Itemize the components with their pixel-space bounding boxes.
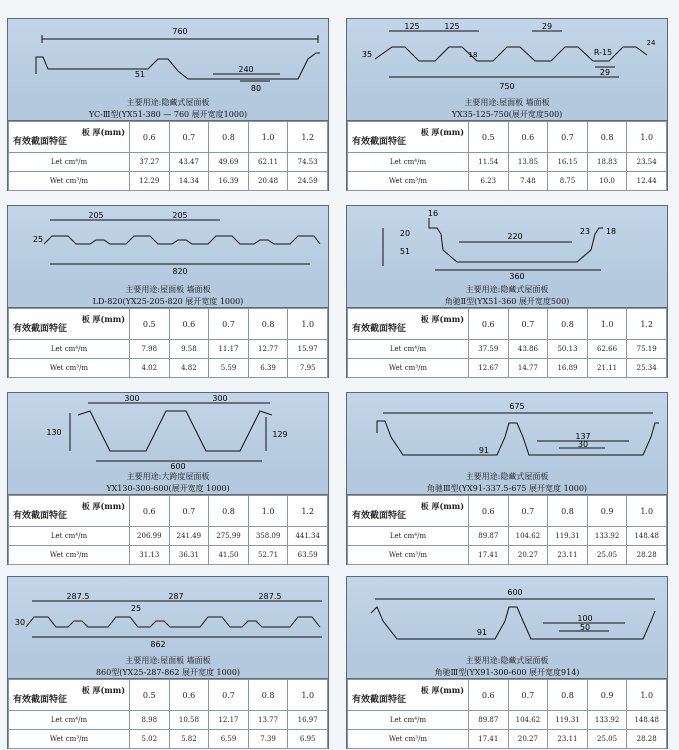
- let-cell: 441.34: [288, 527, 328, 546]
- profile-diagram: [347, 19, 667, 97]
- wet-cell: 24.59: [288, 172, 328, 191]
- dim-3: 35: [361, 50, 373, 59]
- model-name: 角驰Ⅲ型(YX91-300-600 展开宽度914): [347, 667, 667, 679]
- panel-yx35: [346, 18, 668, 191]
- profile-diagram: [347, 577, 667, 655]
- let-cell: 133.92: [587, 527, 627, 546]
- row-label-wet: Wet cm³/m: [9, 172, 130, 191]
- dim-1: 125: [444, 22, 460, 31]
- let-cell: 75.19: [627, 340, 667, 359]
- thickness-cell: 0.7: [169, 496, 209, 527]
- wet-cell: 6.59: [209, 730, 249, 749]
- spec-table: [347, 495, 667, 565]
- row-label-let: Let cm⁴/m: [348, 153, 469, 172]
- thickness-cell: 0.8: [548, 309, 588, 340]
- wet-cell: 14.34: [169, 172, 209, 191]
- spec-table: [8, 679, 328, 749]
- thickness-cell: 0.6: [469, 680, 509, 711]
- let-cell: 133.92: [587, 711, 627, 730]
- wet-cell: 25.05: [587, 546, 627, 565]
- header-corner: 板 厚(mm) 有效截面特征: [9, 309, 130, 340]
- wet-cell: 63.59: [288, 546, 328, 565]
- thickness-cell: 0.6: [469, 496, 509, 527]
- row-label-let: Let cm⁴/m: [9, 153, 130, 172]
- wet-cell: 5.82: [169, 730, 209, 749]
- thickness-cell: 0.6: [169, 309, 209, 340]
- thickness-cell: 0.9: [587, 496, 627, 527]
- dim-3: 220: [507, 232, 523, 241]
- wet-cell: 23.11: [548, 730, 588, 749]
- dim-2: 51: [399, 247, 411, 256]
- dim-1: 300: [212, 394, 228, 403]
- let-cell: 50.13: [548, 340, 588, 359]
- dim-0: 125: [404, 22, 420, 31]
- dim-1: 287: [168, 592, 184, 601]
- dim-width: 600: [170, 462, 186, 471]
- thickness-cell: 0.6: [130, 122, 170, 153]
- header-corner: 板 厚(mm) 有效截面特征: [9, 122, 130, 153]
- row-label-wet: Wet cm³/m: [9, 730, 130, 749]
- dim-5: 18: [605, 227, 617, 236]
- wet-cell: 41.50: [209, 546, 249, 565]
- model-name: YX35-125-750(展开宽度500): [347, 109, 667, 121]
- dim-width: 360: [509, 272, 525, 281]
- wet-cell: 28.28: [627, 546, 667, 565]
- let-cell: 119.31: [548, 527, 588, 546]
- dim-4: 23: [579, 227, 591, 236]
- wet-cell: 4.82: [169, 359, 209, 378]
- wet-cell: 7.95: [288, 359, 328, 378]
- let-cell: 62.66: [587, 340, 627, 359]
- header-corner: 板 厚(mm) 有效截面特征: [348, 496, 469, 527]
- thickness-cell: 0.7: [508, 496, 548, 527]
- let-cell: 10.58: [169, 711, 209, 730]
- thickness-cell: 0.5: [130, 309, 170, 340]
- header-corner: 板 厚(mm) 有效截面特征: [9, 680, 130, 711]
- panel-jiaochi2: [346, 205, 668, 378]
- wet-cell: 12.44: [627, 172, 667, 191]
- wet-cell: 6.95: [288, 730, 328, 749]
- let-cell: 12.77: [248, 340, 288, 359]
- dim-3: 91: [476, 628, 487, 637]
- thickness-cell: 0.8: [248, 680, 288, 711]
- row-label-let: Let cm⁴/m: [9, 711, 130, 730]
- dim-1: 205: [172, 211, 188, 220]
- let-cell: 8.98: [130, 711, 170, 730]
- wet-cell: 31.13: [130, 546, 170, 565]
- dim-1: 137: [575, 432, 591, 441]
- dim-0: 205: [88, 211, 104, 220]
- row-label-let: Let cm⁴/m: [348, 527, 469, 546]
- thickness-cell: 1.2: [627, 309, 667, 340]
- model-name: 角驰Ⅲ型(YX91-337.5-675 展开宽度 1000): [347, 483, 667, 495]
- dim-2: 25: [32, 235, 44, 244]
- thickness-cell: 0.8: [548, 496, 588, 527]
- thickness-cell: 0.7: [169, 122, 209, 153]
- profile-diagram: [347, 206, 667, 284]
- let-cell: 241.49: [169, 527, 209, 546]
- header-corner: 板 厚(mm) 有效截面特征: [348, 680, 469, 711]
- thickness-cell: 1.0: [288, 309, 328, 340]
- dim-1: 20: [399, 229, 411, 238]
- thickness-cell: 0.6: [169, 680, 209, 711]
- let-cell: 104.62: [508, 711, 548, 730]
- dim-2: 130: [46, 428, 62, 437]
- thickness-cell: 0.8: [548, 680, 588, 711]
- let-cell: 148.48: [627, 711, 667, 730]
- let-cell: 89.87: [469, 711, 509, 730]
- usage-text: 主要用途:屋面板 墙面板: [8, 284, 328, 296]
- dim-width: 675: [509, 402, 525, 411]
- panel-860: [7, 576, 329, 749]
- panel-jiaochi3-675: [346, 392, 668, 565]
- usage-text: 主要用途:隐藏式屋面板: [347, 471, 667, 483]
- let-cell: 37.27: [130, 153, 170, 172]
- dim-2: 287.5: [258, 592, 282, 601]
- spec-table: [8, 308, 328, 378]
- dim-3: 51: [134, 70, 145, 79]
- spec-table: [8, 495, 328, 565]
- model-name: 860型(YX25-287-862 展开宽度 1000): [8, 667, 328, 679]
- usage-text: 主要用途:屋面板 墙面板: [347, 97, 667, 109]
- wet-cell: 6.39: [248, 359, 288, 378]
- row-label-wet: Wet cm³/m: [348, 546, 469, 565]
- wet-cell: 16.39: [209, 172, 249, 191]
- wet-cell: 5.02: [130, 730, 170, 749]
- dim-3: 129: [272, 430, 288, 439]
- panel-jiaochi3-600: [346, 576, 668, 749]
- dim-3: 91: [478, 446, 489, 455]
- usage-text: 主要用途:屋面板 墙面板: [8, 655, 328, 667]
- thickness-cell: 1.0: [248, 122, 288, 153]
- let-cell: 15.97: [288, 340, 328, 359]
- profile-diagram: [8, 19, 328, 97]
- row-label-wet: Wet cm³/m: [9, 546, 130, 565]
- dim-2: 50: [579, 623, 591, 632]
- wet-cell: 12.29: [130, 172, 170, 191]
- thickness-cell: 1.0: [627, 496, 667, 527]
- let-cell: 119.31: [548, 711, 588, 730]
- spec-table: [347, 679, 667, 749]
- wet-cell: 20.27: [508, 546, 548, 565]
- wet-cell: 5.59: [209, 359, 249, 378]
- let-cell: 104.62: [508, 527, 548, 546]
- thickness-cell: 0.8: [209, 122, 249, 153]
- dim-width: 760: [172, 27, 188, 36]
- profile-diagram: [8, 577, 328, 655]
- header-corner: 板 厚(mm) 有效截面特征: [348, 309, 469, 340]
- let-cell: 74.53: [288, 153, 328, 172]
- thickness-cell: 0.9: [587, 680, 627, 711]
- thickness-cell: 1.2: [288, 122, 328, 153]
- dim-width: 862: [150, 640, 166, 649]
- dim-6: 24: [646, 39, 656, 47]
- wet-cell: 20.27: [508, 730, 548, 749]
- panel-ld820: [7, 205, 329, 378]
- let-cell: 275.99: [209, 527, 249, 546]
- row-label-let: Let cm⁴/m: [9, 527, 130, 546]
- spec-table: [347, 121, 667, 191]
- dim-0: 287.5: [66, 592, 90, 601]
- header-corner: 板 厚(mm) 有效截面特征: [348, 122, 469, 153]
- wet-cell: 36.31: [169, 546, 209, 565]
- let-cell: 11.54: [469, 153, 509, 172]
- thickness-cell: 0.8: [209, 496, 249, 527]
- let-cell: 206.99: [130, 527, 170, 546]
- wet-cell: 10.0: [587, 172, 627, 191]
- dim-1: 100: [577, 614, 593, 623]
- let-cell: 13.77: [248, 711, 288, 730]
- let-cell: 148.48: [627, 527, 667, 546]
- dim-4: 18: [468, 51, 478, 59]
- usage-text: 主要用途:隐藏式屋面板: [8, 97, 328, 109]
- thickness-cell: 1.0: [627, 122, 667, 153]
- wet-cell: 25.05: [587, 730, 627, 749]
- let-cell: 9.58: [169, 340, 209, 359]
- usage-text: 主要用途:隐藏式屋面板: [347, 655, 667, 667]
- thickness-cell: 0.7: [209, 309, 249, 340]
- model-name: 角驰Ⅱ型(YX51-360 展开宽度500): [347, 296, 667, 308]
- model-name: LD-820(YX25-205-820 展开宽度 1000): [8, 296, 328, 308]
- let-cell: 7.98: [130, 340, 170, 359]
- let-cell: 16.97: [288, 711, 328, 730]
- wet-cell: 21.11: [587, 359, 627, 378]
- let-cell: 23.54: [627, 153, 667, 172]
- thickness-cell: 1.0: [288, 680, 328, 711]
- dim-0: 300: [124, 394, 140, 403]
- thickness-cell: 1.0: [248, 496, 288, 527]
- wet-cell: 25.34: [627, 359, 667, 378]
- profile-diagram: [347, 393, 667, 471]
- let-cell: 62.11: [248, 153, 288, 172]
- usage-text: 主要用途:隐藏式屋面板: [347, 284, 667, 296]
- let-cell: 43.47: [169, 153, 209, 172]
- let-cell: 18.83: [587, 153, 627, 172]
- wet-cell: 28.28: [627, 730, 667, 749]
- row-label-let: Let cm⁴/m: [348, 711, 469, 730]
- wet-cell: 23.11: [548, 546, 588, 565]
- dim-2: 80: [250, 84, 262, 93]
- dim-3: 25: [130, 604, 142, 613]
- wet-cell: 8.75: [548, 172, 588, 191]
- wet-cell: 20.48: [248, 172, 288, 191]
- wet-cell: 16.89: [548, 359, 588, 378]
- let-cell: 89.87: [469, 527, 509, 546]
- dim-1: 240: [238, 65, 254, 74]
- thickness-cell: 0.7: [508, 680, 548, 711]
- let-cell: 49.69: [209, 153, 249, 172]
- row-label-wet: Wet cm³/m: [9, 359, 130, 378]
- let-cell: 13.85: [508, 153, 548, 172]
- dim-0: 16: [427, 209, 439, 218]
- header-corner: 板 厚(mm) 有效截面特征: [9, 496, 130, 527]
- profile-diagram: [8, 206, 328, 284]
- row-label-wet: Wet cm³/m: [348, 730, 469, 749]
- thickness-cell: 0.6: [130, 496, 170, 527]
- panel-yc3: [7, 18, 329, 191]
- wet-cell: 12.67: [469, 359, 509, 378]
- thickness-cell: 0.6: [508, 122, 548, 153]
- let-cell: 43.86: [508, 340, 548, 359]
- profile-diagram: [8, 393, 328, 471]
- dim-width: 600: [507, 588, 523, 597]
- spec-table: [8, 121, 328, 191]
- dim-5: R-15: [593, 48, 613, 57]
- let-cell: 358.09: [248, 527, 288, 546]
- dim-4: 30: [14, 618, 26, 627]
- thickness-cell: 0.6: [469, 309, 509, 340]
- row-label-wet: Wet cm³/m: [348, 359, 469, 378]
- spec-table: [347, 308, 667, 378]
- thickness-cell: 0.7: [209, 680, 249, 711]
- wet-cell: 7.39: [248, 730, 288, 749]
- let-cell: 16.15: [548, 153, 588, 172]
- thickness-cell: 0.7: [508, 309, 548, 340]
- model-name: YC-Ⅲ型(YX51-380 — 760 展开宽度1000): [8, 109, 328, 121]
- wet-cell: 52.71: [248, 546, 288, 565]
- thickness-cell: 0.5: [130, 680, 170, 711]
- thickness-cell: 1.0: [587, 309, 627, 340]
- wet-cell: 6.23: [469, 172, 509, 191]
- thickness-cell: 0.8: [248, 309, 288, 340]
- row-label-let: Let cm⁴/m: [9, 340, 130, 359]
- thickness-cell: 0.5: [469, 122, 509, 153]
- wet-cell: 17.41: [469, 546, 509, 565]
- thickness-cell: 1.2: [288, 496, 328, 527]
- dim-width: 820: [172, 267, 188, 276]
- dim-width: 750: [499, 82, 515, 91]
- dim-7: 29: [599, 68, 611, 77]
- wet-cell: 17.41: [469, 730, 509, 749]
- let-cell: 11.17: [209, 340, 249, 359]
- thickness-cell: 1.0: [627, 680, 667, 711]
- model-name: YX130-300-600(展开宽度 1000): [8, 483, 328, 495]
- let-cell: 12.17: [209, 711, 249, 730]
- let-cell: 37.59: [469, 340, 509, 359]
- row-label-wet: Wet cm³/m: [348, 172, 469, 191]
- thickness-cell: 0.8: [587, 122, 627, 153]
- dim-2: 30: [577, 440, 589, 449]
- thickness-cell: 0.7: [548, 122, 588, 153]
- panel-yx130: [7, 392, 329, 565]
- wet-cell: 14.77: [508, 359, 548, 378]
- wet-cell: 4.02: [130, 359, 170, 378]
- usage-text: 主要用途:大跨度屋面板: [8, 471, 328, 483]
- wet-cell: 7.48: [508, 172, 548, 191]
- dim-2: 29: [541, 22, 553, 31]
- row-label-let: Let cm⁴/m: [348, 340, 469, 359]
